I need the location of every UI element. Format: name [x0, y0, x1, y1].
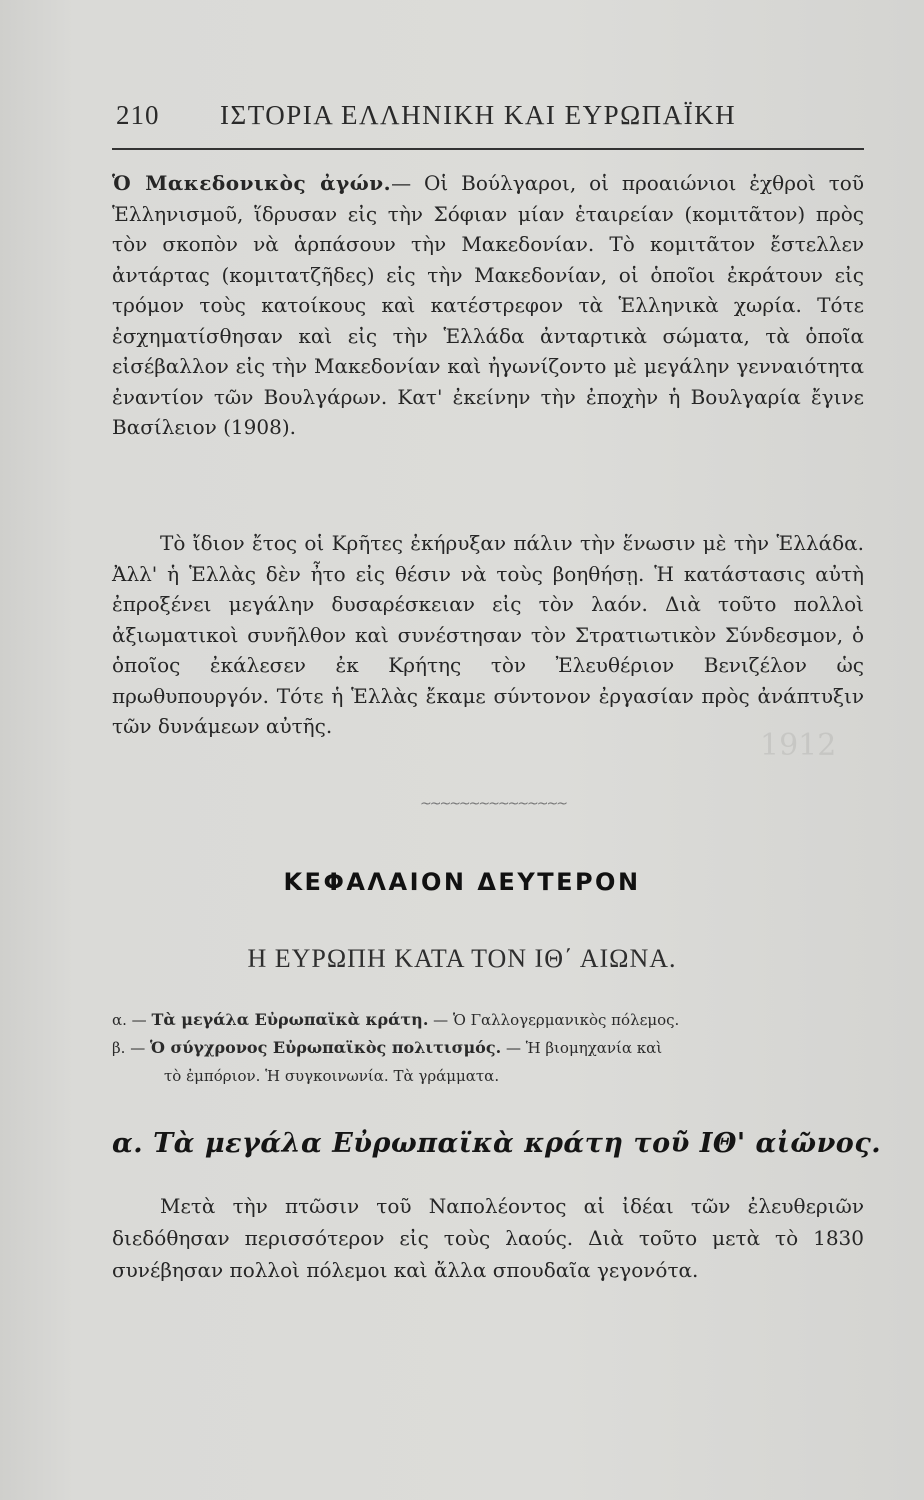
contents-item-b: [112, 1034, 864, 1062]
paragraph-text: — Οἱ Βούλγαροι, οἱ προαιώνιοι ἐχθροὶ τοῦ Ἑλληνισμοῦ, ἵδρυσαν εἰς τὴν Σόφιαν μίαν ἑταιρείαν (κομιτᾶτον) πρὸς τὸν σκοπὸν νὰ ἁρπάσουν τὴν Μακεδονίαν. Τὸ κομιτᾶτον ἔστελλεν ἀντάρτας (κομιτατζῆδες) εἰς τὴν Μακεδονίαν, οἱ ὁποῖοι ἐκράτουν εἰς τρόμον τοὺς κατοίκους καὶ κατέστρεφον τὰ Ἑλληνικὰ χωρία. Τότε ἐσχηματίσθησαν καὶ εἰς τὴν Ἑλλάδα ἀνταρτικὰ σώματα, τὰ ὁποῖα εἰσέβαλλον εἰς τὴν Μακεδονίαν καὶ ἠγωνίζοντο μὲ μεγάλην γενναιότητα ἐναντίον τῶν Βουλγάρων. Κατ' ἐκείνην τὴν ἐποχὴν ἡ Βουλγαρία ἔγινε Βασίλειον (1908).: [112, 171, 865, 439]
crete-union-section: [112, 528, 864, 742]
page-header: [112, 100, 862, 140]
contents-item-a: [112, 1006, 864, 1034]
item-detail: — Ὁ Γαλλογερμανικὸς πόλεμος.: [433, 1011, 680, 1029]
item-title: Ὁ σύγχρονος Εὐρωπαϊκὸς πολιτισμός.: [150, 1038, 502, 1057]
contents-item-b-continued: τὸ ἐμπόριον. Ἡ συγκοινωνία. Τὰ γράμματα.: [164, 1067, 500, 1085]
item-title: Τὰ μεγάλα Εὐρωπαϊκὰ κράτη.: [151, 1010, 429, 1029]
running-title: ΙΣΤΟΡΙΑ ΕΛΛΗΝΙΚΗ ΚΑΙ ΕΥΡΩΠΑΪΚΗ: [220, 100, 737, 130]
item-marker: α. —: [112, 1011, 147, 1029]
faint-handwritten-mark: 1912: [760, 728, 837, 763]
chapter-contents: [112, 1006, 864, 1090]
macedonian-struggle-section: [112, 168, 864, 443]
decorative-ornament: ~~~~~~~~~~~~~~~: [420, 796, 566, 812]
paragraph: [112, 168, 864, 443]
page-number: 210: [116, 100, 160, 130]
paragraph: Μετὰ τὴν πτῶσιν τοῦ Ναπολέοντος αἱ ἰδέαι τῶν ἐλευθεριῶν διεδόθησαν περισσότερον εἰς τοὺς λαούς. Διὰ τοῦτο μετὰ τὸ 1830 συνέβησαν πολλοὶ πόλεμοι καὶ ἄλλα σπουδαῖα γεγονότα.: [112, 1194, 864, 1282]
header-rule: [112, 148, 864, 150]
section-lead-heading: Ὁ Μακεδονικὸς ἀγών.: [112, 171, 392, 195]
item-marker: β. —: [112, 1039, 146, 1057]
section-heading: α. Τὰ μεγάλα Εὐρωπαϊκὰ κράτη τοῦ ΙΘ' αἰῶνος.: [112, 1128, 882, 1159]
great-states-section: [112, 1190, 864, 1286]
chapter-title: ΚΕΦΑΛΑΙΟΝ ΔΕΥΤΕΡΟΝ: [283, 868, 641, 896]
paragraph: Τὸ ἴδιον ἔτος οἱ Κρῆτες ἐκήρυξαν πάλιν τὴν ἕνωσιν μὲ τὴν Ἑλλάδα. Ἀλλ' ἡ Ἑλλὰς δὲν ἦτο εἰς θέσιν νὰ τοὺς βοηθήσῃ. Ἡ κατάστασις αὐτὴ ἐπροξένει μεγάλην δυσαρέσκειαν εἰς τὸν λαόν. Διὰ τοῦτο πολλοὶ ἀξιωματικοὶ συνῆλθον καὶ συνέστησαν τὸν Στρατιωτικὸν Σύνδεσμον, ὁ ὁποῖος ἐκάλεσεν ἐκ Κρήτης τὸν Ἐλευθέριον Βενιζέλον ὡς πρωθυπουργόν. Τότε ἡ Ἑλλὰς ἔκαμε σύντονον ἐργασίαν πρὸς ἀνάπτυξιν τῶν δυνάμεων αὐτῆς.: [112, 531, 864, 738]
item-detail: — Ἡ βιομηχανία καὶ: [505, 1039, 663, 1057]
chapter-subtitle: Η ΕΥΡΩΠΗ ΚΑΤΑ ΤΟΝ ΙΘ΄ ΑΙΩΝΑ.: [247, 944, 677, 973]
